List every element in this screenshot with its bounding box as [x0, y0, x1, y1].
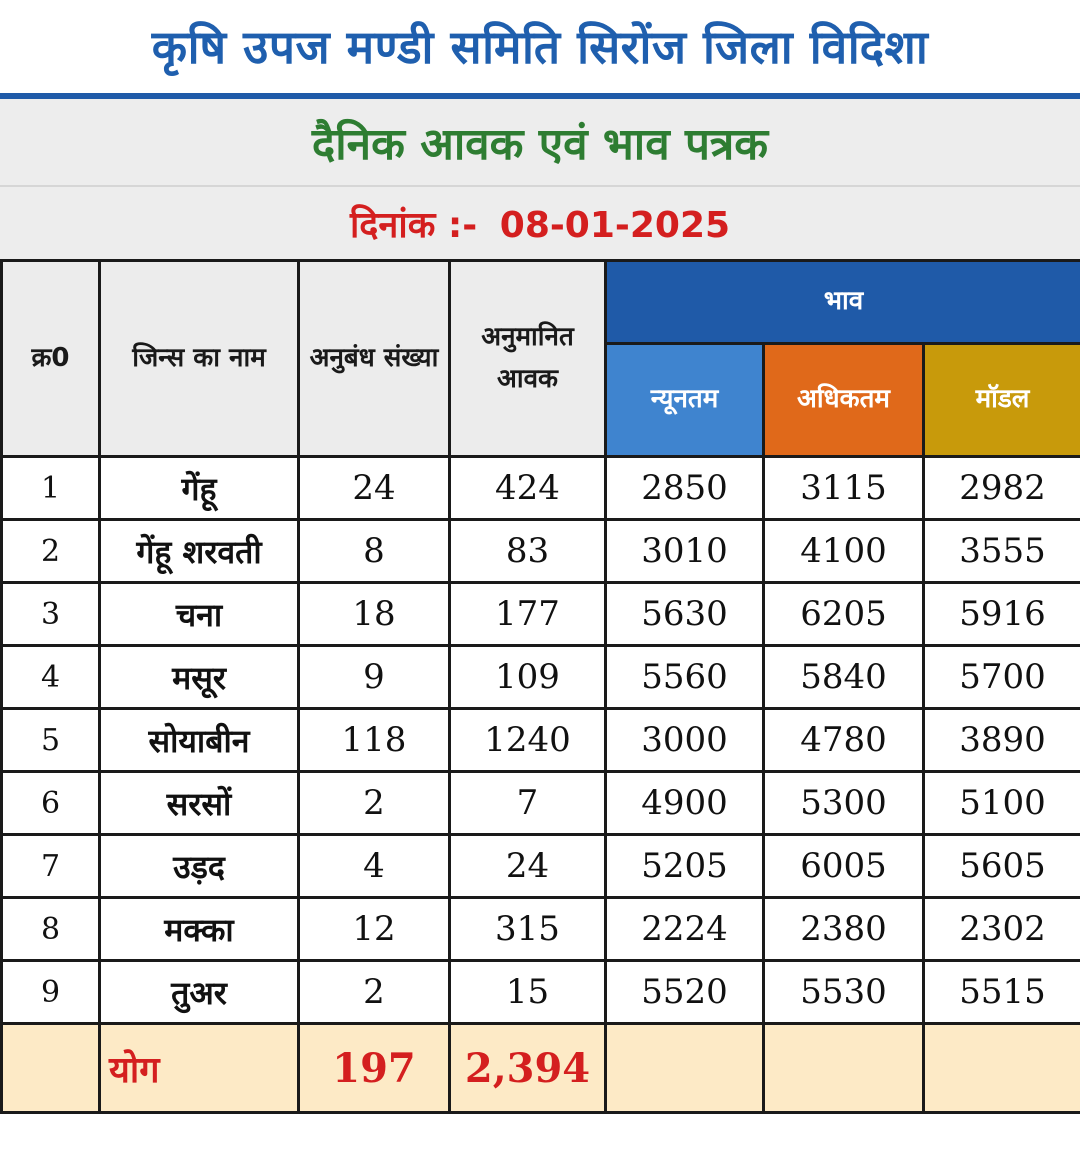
row-sno: 1	[2, 457, 100, 520]
row-arrival: 424	[450, 457, 606, 520]
row-commodity: सोयाबीन	[100, 709, 299, 772]
row-max-price: 5840	[764, 646, 924, 709]
row-contracts: 9	[299, 646, 450, 709]
page-subtitle: दैनिक आवक एवं भाव पत्रक	[311, 119, 769, 170]
subtitle-band	[0, 99, 1080, 187]
total-sno-cell	[2, 1024, 100, 1113]
header-sno: क्र0	[2, 261, 100, 457]
row-model-price: 5916	[924, 583, 1080, 646]
row-arrival: 15	[450, 961, 606, 1024]
header-model-price: मॉडल	[924, 344, 1080, 457]
row-model-price: 3890	[924, 709, 1080, 772]
total-row	[2, 1024, 1080, 1113]
page-header	[0, 0, 1080, 92]
total-max-cell	[764, 1024, 924, 1113]
table-row	[2, 646, 1080, 709]
row-model-price: 2302	[924, 898, 1080, 961]
row-sno: 2	[2, 520, 100, 583]
row-arrival: 177	[450, 583, 606, 646]
total-arrival: 2,394	[450, 1024, 606, 1113]
row-sno: 4	[2, 646, 100, 709]
header-max-price: अधिकतम	[764, 344, 924, 457]
row-contracts: 2	[299, 961, 450, 1024]
table-row	[2, 835, 1080, 898]
row-min-price: 3000	[606, 709, 764, 772]
table-row	[2, 961, 1080, 1024]
row-contracts: 8	[299, 520, 450, 583]
row-max-price: 6005	[764, 835, 924, 898]
header-commodity-name: जिन्स का नाम	[100, 261, 299, 457]
row-arrival: 109	[450, 646, 606, 709]
header-min-price: न्यूनतम	[606, 344, 764, 457]
header-price-group: भाव	[606, 261, 1080, 344]
total-min-cell	[606, 1024, 764, 1113]
row-contracts: 2	[299, 772, 450, 835]
row-commodity: तुअर	[100, 961, 299, 1024]
row-commodity: गेंहू	[100, 457, 299, 520]
row-min-price: 5205	[606, 835, 764, 898]
total-label: योग	[100, 1024, 299, 1113]
row-model-price: 5605	[924, 835, 1080, 898]
total-model-cell	[924, 1024, 1080, 1113]
row-commodity: सरसों	[100, 772, 299, 835]
row-model-price: 5100	[924, 772, 1080, 835]
table-row	[2, 457, 1080, 520]
row-max-price: 4780	[764, 709, 924, 772]
row-min-price: 5630	[606, 583, 764, 646]
total-contracts: 197	[299, 1024, 450, 1113]
rates-table	[0, 259, 1080, 1114]
table-row	[2, 520, 1080, 583]
table-row	[2, 709, 1080, 772]
row-model-price: 3555	[924, 520, 1080, 583]
row-sno: 7	[2, 835, 100, 898]
row-arrival: 83	[450, 520, 606, 583]
row-min-price: 5560	[606, 646, 764, 709]
row-commodity: गेंहू शरवती	[100, 520, 299, 583]
row-sno: 6	[2, 772, 100, 835]
row-commodity: मक्का	[100, 898, 299, 961]
row-contracts: 4	[299, 835, 450, 898]
row-commodity: चना	[100, 583, 299, 646]
row-max-price: 5530	[764, 961, 924, 1024]
row-model-price: 2982	[924, 457, 1080, 520]
page-title: कृषि उपज मण्डी समिति सिरोंज जिला विदिशा	[151, 20, 929, 74]
row-arrival: 24	[450, 835, 606, 898]
row-model-price: 5515	[924, 961, 1080, 1024]
row-contracts: 24	[299, 457, 450, 520]
row-min-price: 3010	[606, 520, 764, 583]
header-contracts: अनुबंध संख्या	[299, 261, 450, 457]
row-min-price: 5520	[606, 961, 764, 1024]
row-commodity: मसूर	[100, 646, 299, 709]
date-band	[0, 187, 1080, 259]
row-contracts: 12	[299, 898, 450, 961]
row-sno: 8	[2, 898, 100, 961]
row-sno: 5	[2, 709, 100, 772]
row-max-price: 4100	[764, 520, 924, 583]
date-value: 08-01-2025	[499, 204, 731, 246]
row-arrival: 1240	[450, 709, 606, 772]
row-commodity: उड़द	[100, 835, 299, 898]
row-min-price: 4900	[606, 772, 764, 835]
row-max-price: 2380	[764, 898, 924, 961]
row-arrival: 315	[450, 898, 606, 961]
table-row	[2, 898, 1080, 961]
row-max-price: 6205	[764, 583, 924, 646]
date-line	[350, 199, 730, 248]
row-max-price: 3115	[764, 457, 924, 520]
header-arrival: अनुमानित आवक	[450, 261, 606, 457]
table-row	[2, 772, 1080, 835]
row-sno: 3	[2, 583, 100, 646]
row-contracts: 18	[299, 583, 450, 646]
row-min-price: 2850	[606, 457, 764, 520]
row-arrival: 7	[450, 772, 606, 835]
row-max-price: 5300	[764, 772, 924, 835]
row-contracts: 118	[299, 709, 450, 772]
row-model-price: 5700	[924, 646, 1080, 709]
row-sno: 9	[2, 961, 100, 1024]
row-min-price: 2224	[606, 898, 764, 961]
date-label: दिनांक :-	[349, 204, 478, 246]
table-row	[2, 583, 1080, 646]
